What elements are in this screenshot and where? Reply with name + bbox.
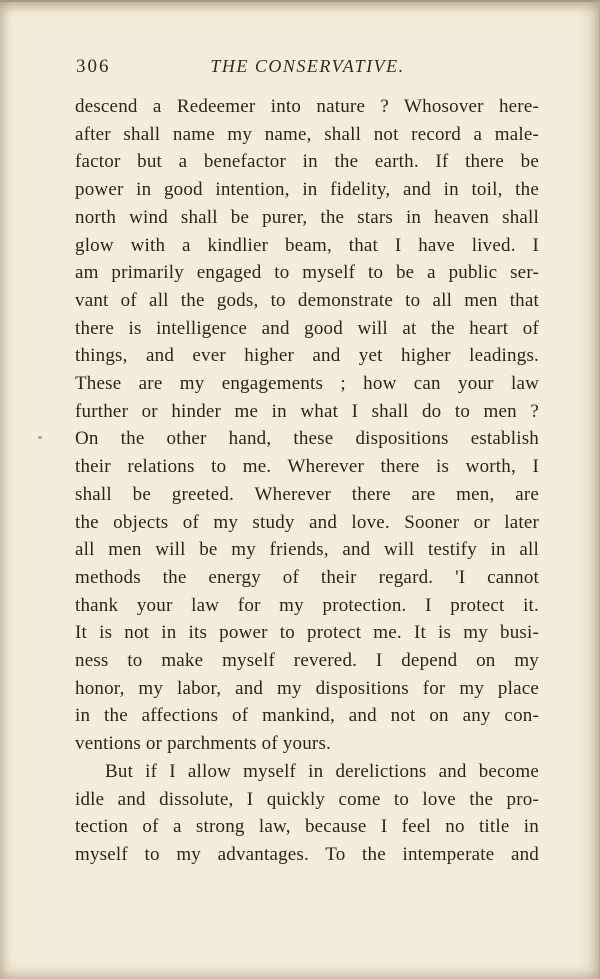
text-line: am primarily engaged to myself to be a public ser-: [75, 262, 539, 284]
text-line: It is not in its power to protect me. It is my busi-: [75, 622, 539, 644]
text-line: all men will be my friends, and will testify in all: [75, 539, 539, 561]
text-line: myself to my advantages. To the intemperate and: [75, 843, 539, 865]
text-line: idle and dissolute, I quickly come to love the pro-: [75, 788, 539, 810]
text-line: ventions or parchments of yours.: [75, 733, 331, 755]
page-header: [76, 56, 539, 80]
text-line: tection of a strong law, because I feel no title in: [75, 816, 539, 838]
text-line: their relations to me. Wherever there is worth, I: [75, 456, 539, 478]
text-line: shall be greeted. Wherever there are men, are: [75, 483, 539, 505]
text-line: the objects of my study and love. Sooner or later: [75, 511, 539, 533]
text-line: glow with a kindlier beam, that I have lived. I: [75, 234, 539, 256]
scan-speck: [38, 436, 42, 439]
text-line: On the other hand, these dispositions establish: [75, 428, 539, 450]
text-line: descend a Redeemer into nature ? Whosover here-: [75, 96, 539, 117]
text-line: methods the energy of their regard. 'I cannot: [75, 566, 539, 588]
text-block: [75, 93, 539, 869]
text-line: after shall name my name, shall not record a male-: [75, 123, 539, 145]
running-title: THE CONSERVATIVE.: [210, 56, 405, 76]
text-line: vant of all the gods, to demonstrate to all men that: [75, 289, 539, 311]
text-line: But if I allow myself in derelictions and become: [105, 760, 539, 782]
text-line: power in good intention, in fidelity, and in toil, the: [75, 179, 539, 201]
paragraph-1: [75, 93, 539, 758]
text-line: ness to make myself revered. I depend on my: [75, 650, 539, 672]
text-line: thank your law for my protection. I protect it.: [75, 594, 539, 616]
text-line: things, and ever higher and yet higher leadings.: [75, 345, 539, 367]
paragraph-2: [75, 758, 539, 869]
text-line: further or hinder me in what I shall do to men ?: [75, 400, 539, 422]
text-line: These are my engagements ; how can your law: [75, 373, 539, 395]
text-line: north wind shall be purer, the stars in heaven shall: [75, 206, 539, 228]
text-line: there is intelligence and good will at the heart of: [75, 317, 539, 339]
text-line: in the affections of mankind, and not on any con-: [75, 705, 539, 727]
text-line: honor, my labor, and my dispositions for my place: [75, 677, 539, 699]
page-number: 306: [76, 56, 111, 77]
text-line: factor but a benefactor in the earth. If there be: [75, 151, 539, 173]
